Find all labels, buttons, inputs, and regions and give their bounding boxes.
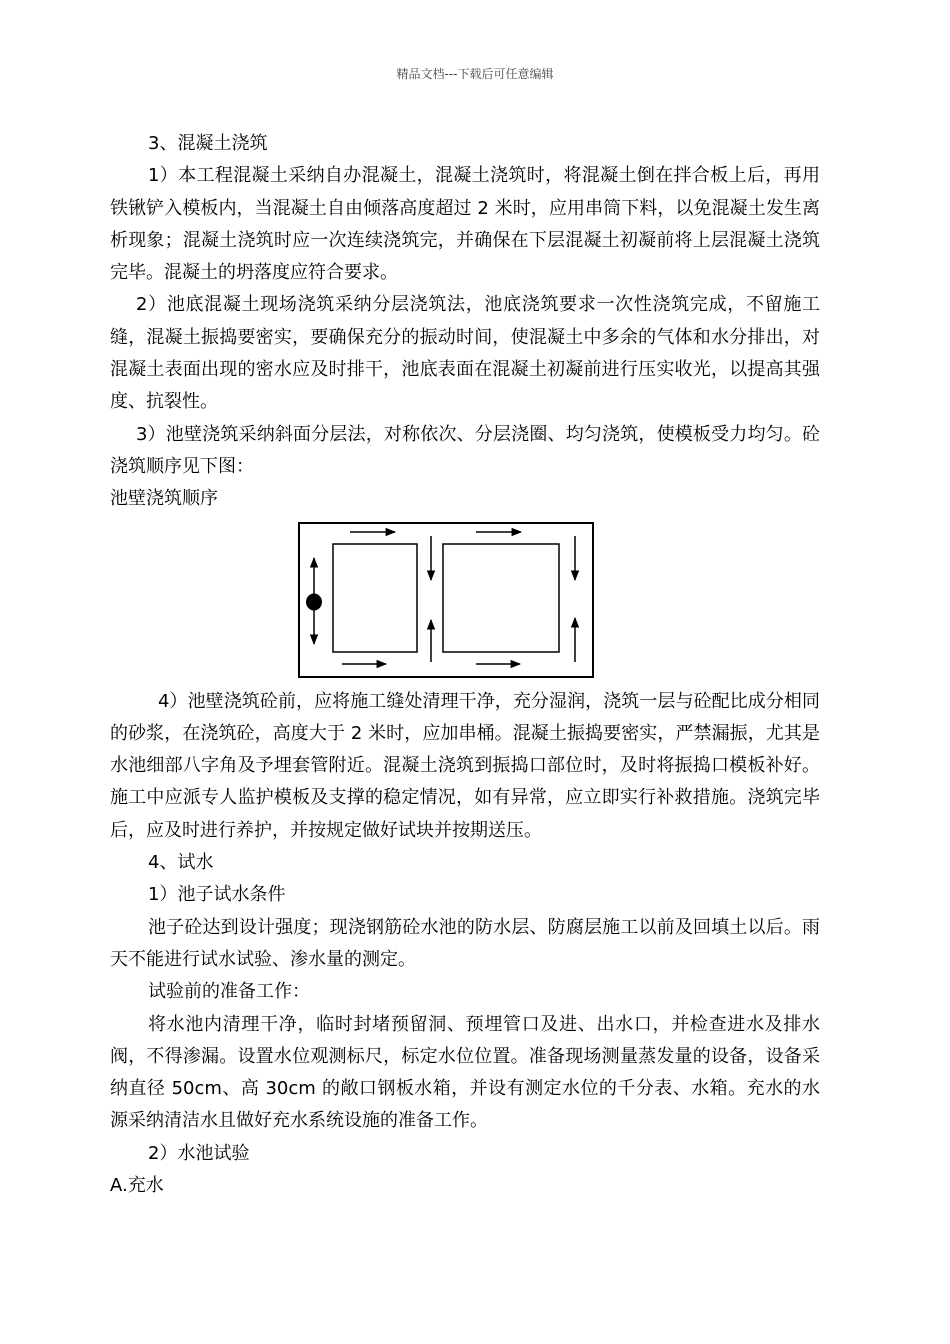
start-point	[306, 593, 322, 610]
paragraph-2: 2）池底混凝土现场浇筑采纳分层浇筑法，池底浇筑要求一次性浇筑完成，不留施工缝，混凝土振捣要密实，要确保充分的振动时间，使混凝土中多余的气体和水分排出，对混凝土表面出现的密水应及时排干，池底表面在混凝土初凝前进行压实收光，以提高其强度、抗裂性。	[110, 294, 820, 413]
subsection-4-1: 1）池子试水条件	[148, 884, 286, 906]
pouring-sequence-diagram	[298, 522, 594, 678]
section-4-title: 4、试水	[148, 852, 214, 874]
paragraph-7: 将水池内清理干净，临时封堵预留洞、预埋管口及进、出水口，并检查进水及排水阀，不得渗漏。设置水位观测标尺，标定水位位置。准备现场测量蒸发量的设备，设备采纳直径 50cm、高 30cm 的敞口钢板水箱，并设有测定水位的千分表、水箱。充水的水源采纳清洁水且做好充水系统设施的准备工作。	[110, 1013, 820, 1132]
outer-frame	[299, 523, 593, 677]
paragraph-3: 3）池壁浇筑采纳斜面分层法，对称依次、分层浇圈、均匀浇筑，使模板受力均匀。砼浇筑顺序见下图：	[110, 423, 820, 477]
right-pool	[443, 544, 559, 652]
paragraph-5: 池子砼达到设计强度；现浇钢筋砼水池的防水层、防腐层施工以前及回填土以后。雨天不能进行试水试验、渗水量的测定。	[110, 916, 820, 970]
paragraph-4: 4）池壁浇筑砼前，应将施工缝处清理干净，充分湿润，浇筑一层与砼配比成分相同的砂浆，在浇筑砼，高度大于 2 米时，应加串桶。混凝土振捣要密实，严禁漏振，尤其是水池细部八字角及予埋套管附近。混凝土浇筑到振捣口部位时，及时将振捣口模板补好。施工中应派专人监护模板及支撑的稳定情况，如有异常，应立即实行补救措施。浇筑完毕后，应及时进行养护，并按规定做好试块并按期送压。	[110, 690, 820, 841]
subsection-a: A.充水	[110, 1175, 164, 1197]
diagram-caption: 池壁浇筑顺序	[110, 488, 218, 510]
page-header: 精品文档---下载后可任意编辑	[396, 67, 554, 81]
paragraph-1: 1）本工程混凝土采纳自办混凝土，混凝土浇筑时，将混凝土倒在拌合板上后，再用铁锹铲入模板内，当混凝土自由倾落高度超过 2 米时，应用串筒下料，以免混凝土发生离析现象；混凝土浇筑时应一次连续浇筑完，并确保在下层混凝土初凝前将上层混凝土浇筑完毕。混凝土的坍落度应符合要求。	[110, 165, 820, 284]
document-body	[110, 128, 820, 1202]
paragraph-6: 试验前的准备工作：	[148, 981, 310, 1003]
left-pool	[333, 544, 417, 652]
subsection-4-2: 2）水池试验	[148, 1142, 250, 1164]
section-3-title: 3、混凝土浇筑	[148, 133, 268, 154]
